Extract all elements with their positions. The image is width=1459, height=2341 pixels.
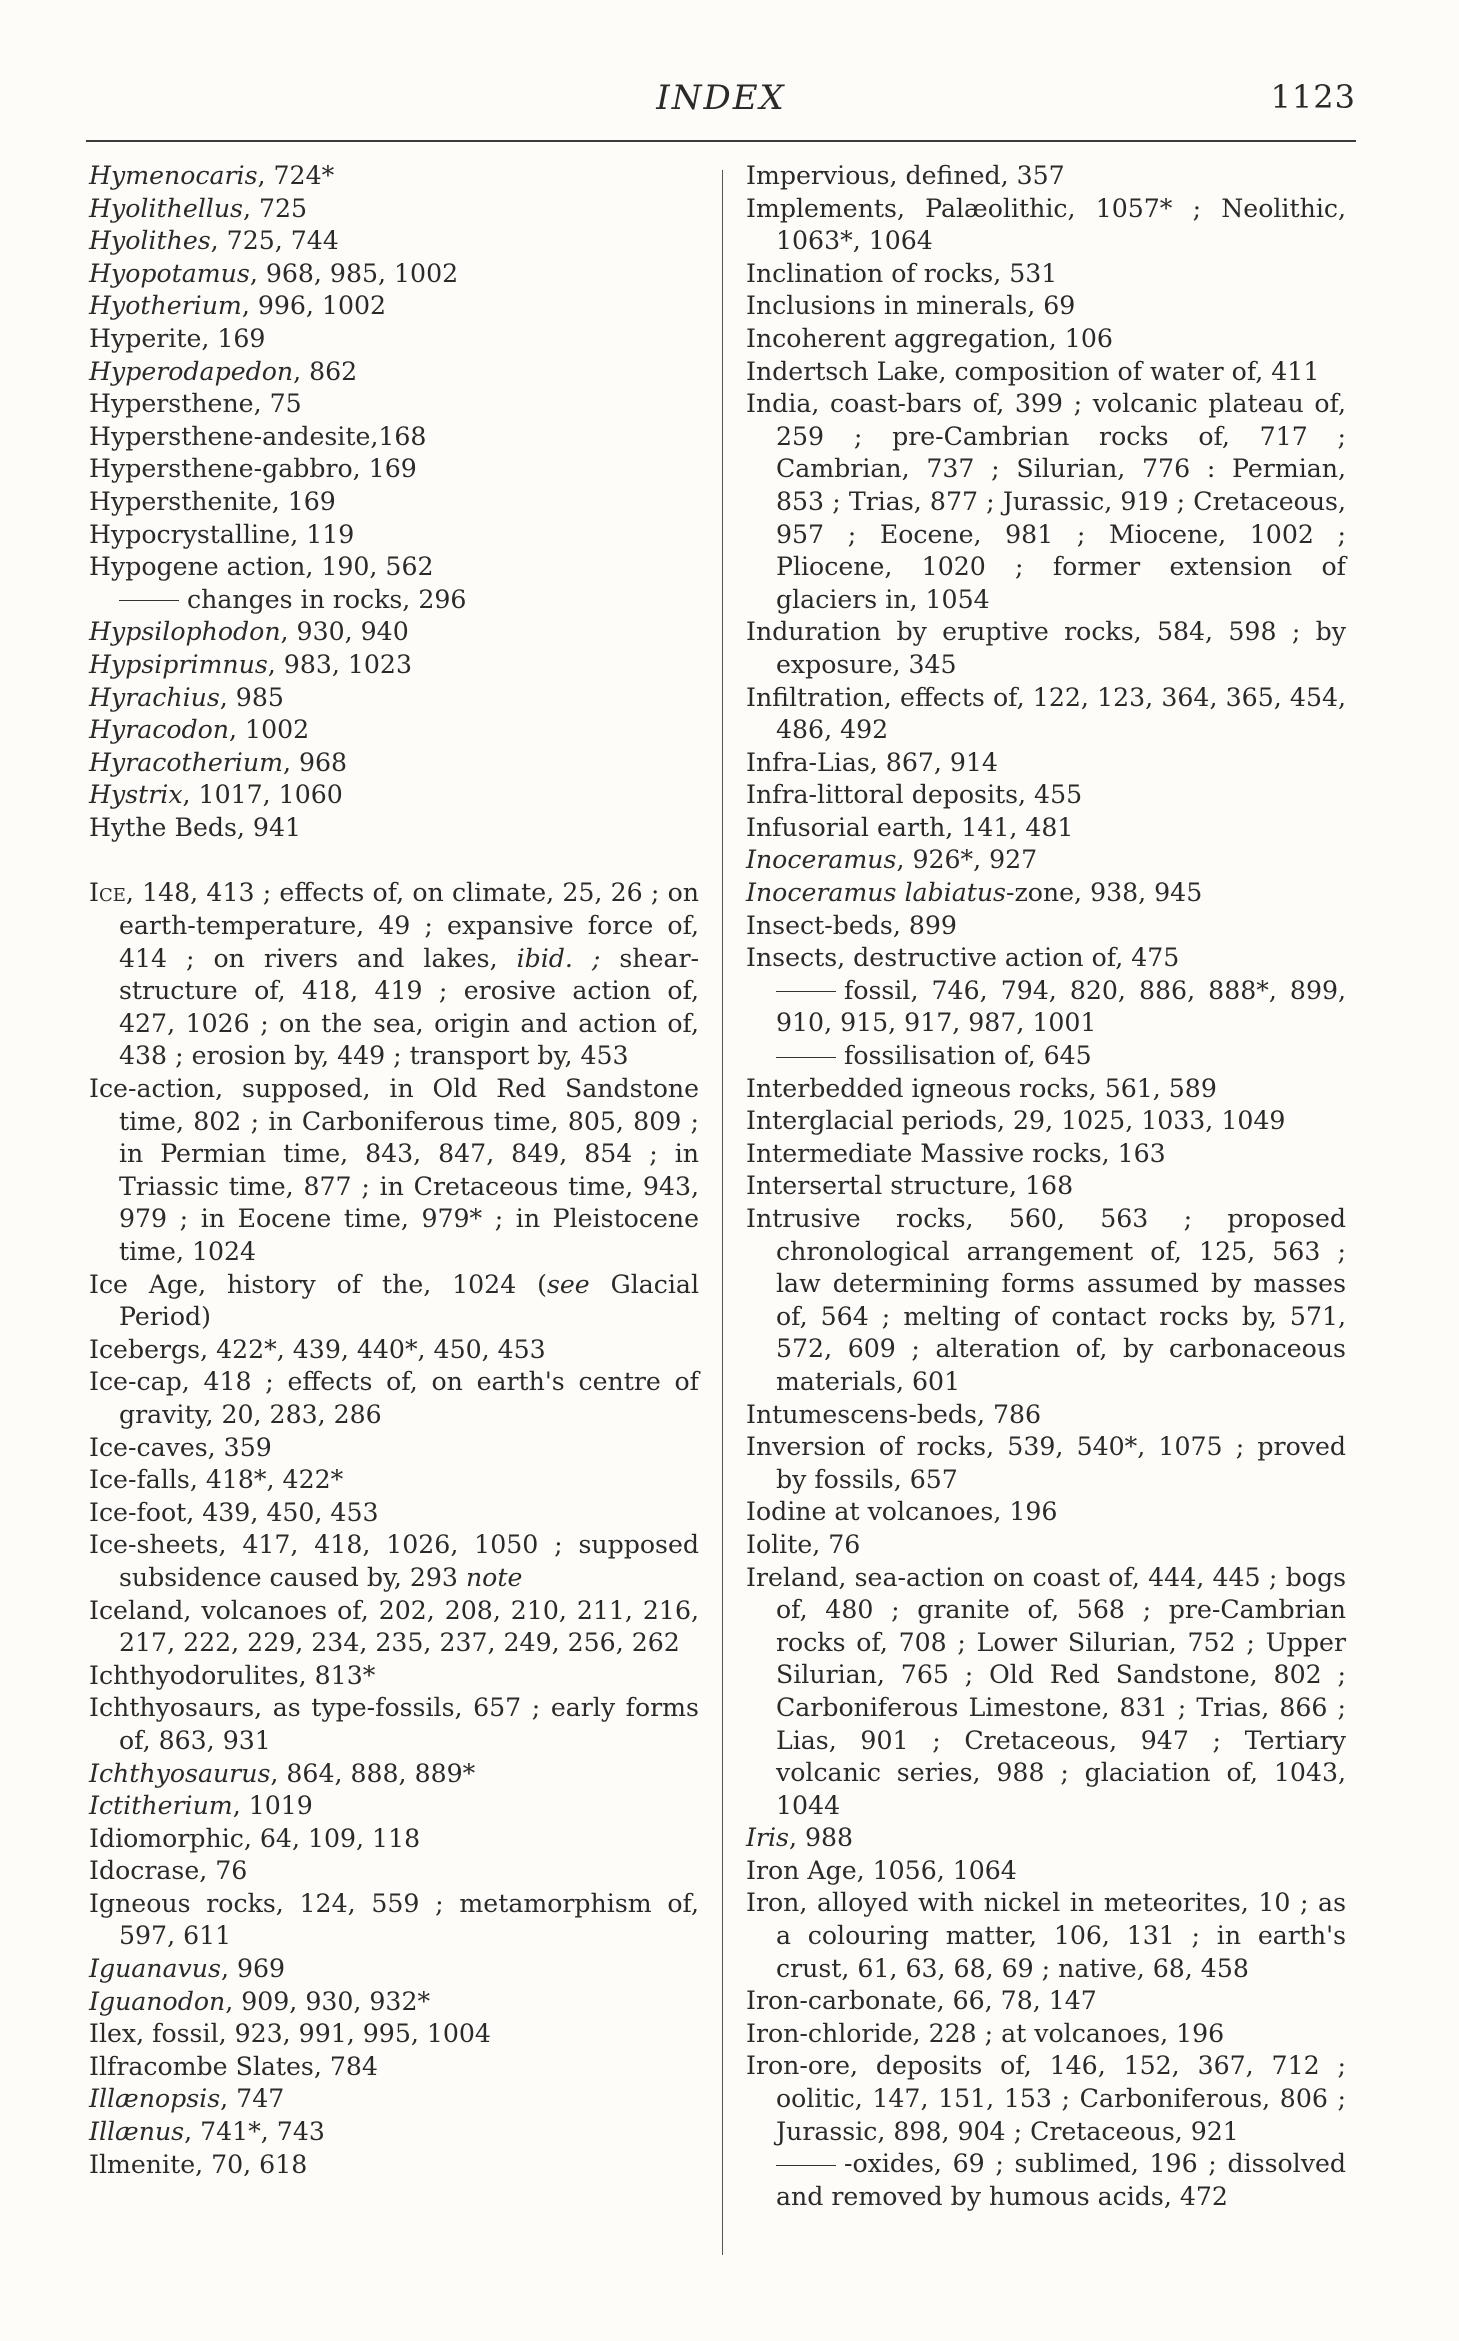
index-entry bbox=[89, 2116, 699, 2149]
entry-text: , 1019 bbox=[232, 1791, 313, 1821]
index-entry bbox=[89, 714, 699, 747]
index-entry bbox=[89, 1888, 699, 1953]
entry-text: Iron Age, 1056, 1064 bbox=[746, 1855, 1017, 1885]
entry-text: Glacial Period) bbox=[119, 1269, 700, 1332]
index-entry bbox=[746, 1138, 1346, 1171]
index-entry bbox=[89, 812, 699, 845]
entry-text: Impervious, defined, 357 bbox=[746, 161, 1065, 190]
entry-text: Hyolithellus bbox=[89, 193, 243, 223]
entry-text: Iguanodon bbox=[89, 1986, 226, 2016]
index-entry bbox=[746, 682, 1346, 747]
entry-text: Idiomorphic, 64, 109, 118 bbox=[89, 1823, 421, 1853]
entry-text: Iceland, volcanoes of, 202, 208, 210, 211, 216, 217, 222, 229, 234, 235, 237, 249, 256, 262 bbox=[89, 1595, 699, 1658]
index-entry bbox=[89, 160, 699, 193]
entry-text: Ice-sheets, 417, 418, 1026, 1050 ; supposed subsidence caused by, 293 bbox=[89, 1530, 699, 1592]
entry-text: Ice Age, history of the, 1024 ( bbox=[89, 1269, 547, 1299]
entry-text: Hypersthene-andesite,168 bbox=[89, 421, 427, 451]
index-entry bbox=[746, 1985, 1346, 2018]
entry-text: Insect-beds, 899 bbox=[746, 910, 957, 940]
entry-text: Illænopsis bbox=[89, 2084, 221, 2114]
index-entry bbox=[746, 193, 1346, 258]
page-number: 1123 bbox=[1270, 78, 1356, 116]
index-entry bbox=[746, 616, 1346, 681]
index-entry bbox=[89, 2149, 699, 2182]
entry-text: Ireland, sea-action on coast of, 444, 445 ; bogs of, 480 ; granite of, 568 ; pre-Cambrian rocks of, 708 ; Lower Silurian, 752 ; Upper Silurian, 765 ; Old Red Sandstone, 802 ; Carboniferous Limestone, 831 ; Trias, 866 ; Lias, 901 ; Cretaceous, 947 ; Tertiary volcanic series, 988 ; glaciation of, 1043, 1044 bbox=[746, 1562, 1346, 1820]
entry-text: Intumescens-beds, 786 bbox=[746, 1399, 1042, 1429]
entry-text: Hypsilophodon bbox=[89, 617, 281, 647]
ditto-dash bbox=[776, 991, 836, 992]
entry-text: Hystrix bbox=[89, 780, 183, 810]
index-entry bbox=[746, 779, 1346, 812]
entry-text: Ictitherium bbox=[89, 1791, 233, 1821]
index-entry bbox=[746, 1855, 1346, 1888]
index-entry bbox=[89, 2018, 699, 2051]
index-entry bbox=[89, 1497, 699, 1530]
entry-text: Hypersthene, 75 bbox=[89, 389, 302, 419]
index-entry bbox=[89, 1986, 699, 2019]
entry-text: , 725 bbox=[242, 193, 308, 223]
entry-text: Hyrachius bbox=[89, 682, 220, 712]
index-entry bbox=[89, 616, 699, 649]
index-entry bbox=[89, 1758, 699, 1791]
entry-text: changes in rocks, 296 bbox=[187, 584, 467, 614]
index-entry bbox=[746, 356, 1346, 389]
ditto-dash bbox=[119, 600, 179, 601]
index-entry bbox=[89, 877, 699, 1073]
page-title: INDEX bbox=[656, 78, 786, 118]
entry-text: Interglacial periods, 29, 1025, 1033, 1049 bbox=[746, 1106, 1286, 1136]
entry-text: Hyopotamus bbox=[89, 258, 250, 288]
entry-text: Induration by eruptive rocks, 584, 598 ; by exposure, 345 bbox=[746, 617, 1346, 679]
entry-text: Infra-littoral deposits, 455 bbox=[746, 780, 1083, 810]
ditto-dash bbox=[776, 2165, 836, 2166]
entry-text: , 909, 930, 932* bbox=[225, 1986, 431, 2016]
index-entry bbox=[89, 1432, 699, 1465]
index-entry bbox=[746, 1431, 1346, 1496]
entry-text: Infra-Lias, 867, 914 bbox=[746, 747, 998, 777]
entry-text: Hyperodapedon bbox=[89, 356, 294, 386]
index-entry bbox=[746, 1822, 1346, 1855]
entry-text: Ice-foot, 439, 450, 453 bbox=[89, 1497, 379, 1527]
entry-text: Iolite, 76 bbox=[746, 1529, 861, 1559]
entry-text: Ice-falls, 418*, 422* bbox=[89, 1465, 344, 1495]
index-entry bbox=[746, 258, 1346, 291]
entry-text: Ilmenite, 70, 618 bbox=[89, 2149, 308, 2179]
entry-text: , 968 bbox=[282, 747, 348, 777]
index-entry bbox=[746, 1073, 1346, 1106]
index-entry bbox=[89, 551, 699, 584]
entry-text: Hypocrystalline, 119 bbox=[89, 519, 355, 549]
index-entry bbox=[89, 1790, 699, 1823]
entry-text: Illænus bbox=[89, 2117, 185, 2147]
entry-text: Intermediate Massive rocks, 163 bbox=[746, 1138, 1166, 1168]
index-entry bbox=[746, 160, 1346, 193]
section-gap bbox=[89, 844, 699, 877]
entry-text: , 747 bbox=[220, 2084, 285, 2114]
index-entry bbox=[89, 486, 699, 519]
entry-text: Infiltration, effects of, 122, 123, 364, 365, 454, 486, 492 bbox=[746, 682, 1346, 745]
header-rule bbox=[86, 140, 1356, 142]
entry-text: , 988 bbox=[788, 1823, 854, 1853]
index-column-left bbox=[89, 160, 699, 2181]
entry-text: Iron-chloride, 228 ; at volcanoes, 196 bbox=[746, 2018, 1225, 2048]
entry-text: , 996, 1002 bbox=[241, 291, 387, 321]
index-entry bbox=[746, 1562, 1346, 1823]
index-entry bbox=[89, 2051, 699, 2084]
index-subentry bbox=[746, 2148, 1346, 2213]
entry-text: ibid. ; bbox=[516, 943, 601, 973]
index-entry bbox=[89, 2083, 699, 2116]
entry-text: Hyolithes bbox=[89, 226, 211, 256]
entry-text: Ice-cap, 418 ; effects of, on earth's centre of gravity, 20, 283, 286 bbox=[89, 1367, 699, 1429]
entry-text: Ichthyosaurus bbox=[89, 1758, 271, 1788]
entry-text: Inoceramus labiatus bbox=[746, 878, 1006, 908]
entry-text: fossil, 746, 794, 820, 886, 888*, 899, 910, 915, 917, 987, 1001 bbox=[776, 975, 1346, 1038]
index-entry bbox=[89, 453, 699, 486]
column-divider bbox=[722, 170, 723, 2255]
index-entry bbox=[746, 388, 1346, 616]
entry-text: Hyracotherium bbox=[89, 747, 283, 777]
index-entry bbox=[746, 1105, 1346, 1138]
entry-text: , 725, 744 bbox=[210, 226, 339, 256]
entry-text: Hyperite, 169 bbox=[89, 323, 266, 353]
entry-text: , 930, 940 bbox=[280, 617, 409, 647]
index-entry bbox=[89, 421, 699, 454]
entry-text: Hypsiprimnus bbox=[89, 649, 268, 679]
entry-text: Intrusive rocks, 560, 563 ; proposed chronological arrangement of, 125, 563 ; law determining forms assumed by masses of, 564 ; melting of contact rocks by, 571, 572, 609 ; alteration of, by carbonaceous materials, 601 bbox=[746, 1204, 1346, 1396]
index-entry bbox=[89, 747, 699, 780]
entry-text: Hyracodon bbox=[89, 715, 230, 745]
entry-text: , 1017, 1060 bbox=[182, 780, 343, 810]
index-subentry bbox=[746, 975, 1346, 1040]
index-entry bbox=[89, 1953, 699, 1986]
entry-text: Ilfracombe Slates, 784 bbox=[89, 2051, 378, 2081]
index-entry bbox=[89, 258, 699, 291]
entry-text: Igneous rocks, 124, 559 ; metamorphism of, 597, 611 bbox=[89, 1888, 699, 1951]
entry-text: Incoherent aggregation, 106 bbox=[746, 323, 1113, 353]
entry-text: Intersertal structure, 168 bbox=[746, 1171, 1074, 1201]
entry-text: Idocrase, 76 bbox=[89, 1856, 248, 1886]
index-column-right bbox=[746, 160, 1346, 2213]
entry-text: Iron-carbonate, 66, 78, 147 bbox=[746, 1986, 1097, 2016]
entry-text: fossilisation of, 645 bbox=[844, 1041, 1092, 1071]
index-entry bbox=[746, 812, 1346, 845]
index-entry bbox=[746, 290, 1346, 323]
entry-text: , 969 bbox=[220, 1954, 286, 1984]
index-entry bbox=[746, 1399, 1346, 1432]
ditto-dash bbox=[776, 1057, 836, 1058]
index-entry bbox=[746, 910, 1346, 943]
index-entry bbox=[89, 193, 699, 226]
index-entry bbox=[89, 1334, 699, 1367]
entry-text: Iron, alloyed with nickel in meteorites, 10 ; as a colouring matter, 106, 131 ; in earth's crust, 61, 63, 68, 69 ; native, 68, 458 bbox=[746, 1888, 1346, 1983]
index-entry bbox=[89, 1073, 699, 1269]
index-entry bbox=[746, 323, 1346, 356]
index-entry bbox=[746, 1170, 1346, 1203]
entry-text: Hythe Beds, 941 bbox=[89, 812, 302, 842]
entry-text: India, coast-bars of, 399 ; volcanic plateau of, 259 ; pre-Cambrian rocks of, 717 ; Cambrian, 737 ; Silurian, 776 : Permian, 853 ; Trias, 877 ; Jurassic, 919 ; Cretaceous, 957 ; Eocene, 981 ; Miocene, 1002 ; Pliocene, 1020 ; former extension of glaciers in, 1054 bbox=[746, 389, 1346, 614]
index-entry bbox=[746, 942, 1346, 975]
entry-text: Infusorial earth, 141, 481 bbox=[746, 812, 1074, 842]
entry-text: , 968, 985, 1002 bbox=[249, 258, 459, 288]
entry-text: note bbox=[465, 1562, 523, 1592]
entry-text: , 983, 1023 bbox=[267, 649, 412, 679]
index-entry bbox=[89, 519, 699, 552]
index-entry bbox=[89, 779, 699, 812]
index-entry bbox=[89, 1529, 699, 1594]
entry-text: -oxides, 69 ; sublimed, 196 ; dissolved and removed by humous acids, 472 bbox=[776, 2149, 1346, 2211]
entry-text: Hypersthene-gabbro, 169 bbox=[89, 454, 417, 484]
index-entry bbox=[89, 388, 699, 421]
entry-text: , 864, 888, 889* bbox=[270, 1758, 476, 1788]
index-entry bbox=[746, 2018, 1346, 2051]
entry-text: -zone, 938, 945 bbox=[1005, 878, 1203, 908]
index-entry bbox=[89, 1660, 699, 1693]
entry-text: see bbox=[546, 1269, 590, 1299]
entry-text: Hypersthenite, 169 bbox=[89, 486, 336, 516]
index-entry bbox=[746, 1529, 1346, 1562]
entry-text: Inoceramus bbox=[746, 845, 897, 875]
entry-text: Hypogene action, 190, 562 bbox=[89, 552, 434, 582]
index-entry bbox=[89, 1595, 699, 1660]
index-entry bbox=[89, 1692, 699, 1757]
entry-text: Ichthyosaurs, as type-fossils, 657 ; early forms of, 863, 931 bbox=[89, 1693, 699, 1755]
index-entry bbox=[746, 1887, 1346, 1985]
entry-text: Implements, Palæolithic, 1057* ; Neolithic, 1063*, 1064 bbox=[746, 193, 1346, 256]
entry-text: Inclination of rocks, 531 bbox=[746, 258, 1058, 288]
entry-text: Ilex, fossil, 923, 991, 995, 1004 bbox=[89, 2019, 491, 2049]
entry-text: Inversion of rocks, 539, 540*, 1075 ; proved by fossils, 657 bbox=[746, 1432, 1346, 1494]
entry-text: , 1002 bbox=[229, 715, 310, 745]
index-entry bbox=[89, 682, 699, 715]
entry-text: Hymenocaris bbox=[89, 161, 258, 190]
index-entry bbox=[89, 290, 699, 323]
entry-text: , 862 bbox=[293, 356, 358, 386]
entry-text: Insects, destructive action of, 475 bbox=[746, 943, 1180, 973]
index-entry bbox=[89, 225, 699, 258]
entry-text: , 926*, 927 bbox=[896, 845, 1038, 875]
entry-text: Interbedded igneous rocks, 561, 589 bbox=[746, 1073, 1217, 1103]
index-entry bbox=[89, 1269, 699, 1334]
entry-text: Ice-caves, 359 bbox=[89, 1432, 272, 1462]
entry-text: Indertsch Lake, composition of water of, 411 bbox=[746, 356, 1320, 386]
index-entry bbox=[746, 844, 1346, 877]
index-entry bbox=[746, 747, 1346, 780]
entry-text: Hyotherium bbox=[89, 291, 242, 321]
index-entry bbox=[746, 2050, 1346, 2148]
entry-text: , 741*, 743 bbox=[184, 2117, 325, 2147]
entry-text: Iguanavus bbox=[89, 1954, 221, 1984]
entry-text: Inclusions in minerals, 69 bbox=[746, 291, 1076, 321]
index-entry bbox=[89, 649, 699, 682]
entry-text: , 724* bbox=[257, 161, 335, 190]
index-entry bbox=[746, 877, 1346, 910]
entry-text: shear-structure of, 418, 419 ; erosive action of, 427, 1026 ; on the sea, origin and action of, 438 ; erosion by, 449 ; transport by, 453 bbox=[119, 943, 700, 1071]
index-entry bbox=[89, 356, 699, 389]
index-subentry bbox=[746, 1040, 1346, 1073]
entry-text: , 148, 413 ; effects of, on climate, 25, 26 ; on earth-temperature, 49 ; expansive force of, 414 ; on rivers and lakes, bbox=[119, 878, 699, 973]
entry-text: Ice-action, supposed, in Old Red Sandstone time, 802 ; in Carboniferous time, 805, 809 ; in Permian time, 843, 847, 849, 854 ; in Triassic time, 877 ; in Cretaceous time, 943, 979 ; in Eocene time, 979* ; in Pleistocene time, 1024 bbox=[89, 1074, 699, 1266]
index-entry bbox=[89, 1464, 699, 1497]
index-entry bbox=[746, 1203, 1346, 1399]
index-entry bbox=[746, 1496, 1346, 1529]
index-entry bbox=[89, 1366, 699, 1431]
entry-text: Iodine at volcanoes, 196 bbox=[746, 1497, 1058, 1527]
index-subentry bbox=[89, 584, 699, 617]
entry-text: Ice bbox=[89, 878, 126, 908]
entry-text: Iris bbox=[746, 1823, 789, 1853]
entry-text: Iron-ore, deposits of, 146, 152, 367, 712 ; oolitic, 147, 151, 153 ; Carboniferous, 806 ; Jurassic, 898, 904 ; Cretaceous, 921 bbox=[746, 2051, 1346, 2146]
index-entry bbox=[89, 1823, 699, 1856]
entry-text: Ichthyodorulites, 813* bbox=[89, 1660, 376, 1690]
entry-text: Icebergs, 422*, 439, 440*, 450, 453 bbox=[89, 1334, 546, 1364]
index-entry bbox=[89, 323, 699, 356]
page-header bbox=[86, 78, 1356, 128]
entry-text: , 985 bbox=[219, 682, 284, 712]
index-entry bbox=[89, 1855, 699, 1888]
